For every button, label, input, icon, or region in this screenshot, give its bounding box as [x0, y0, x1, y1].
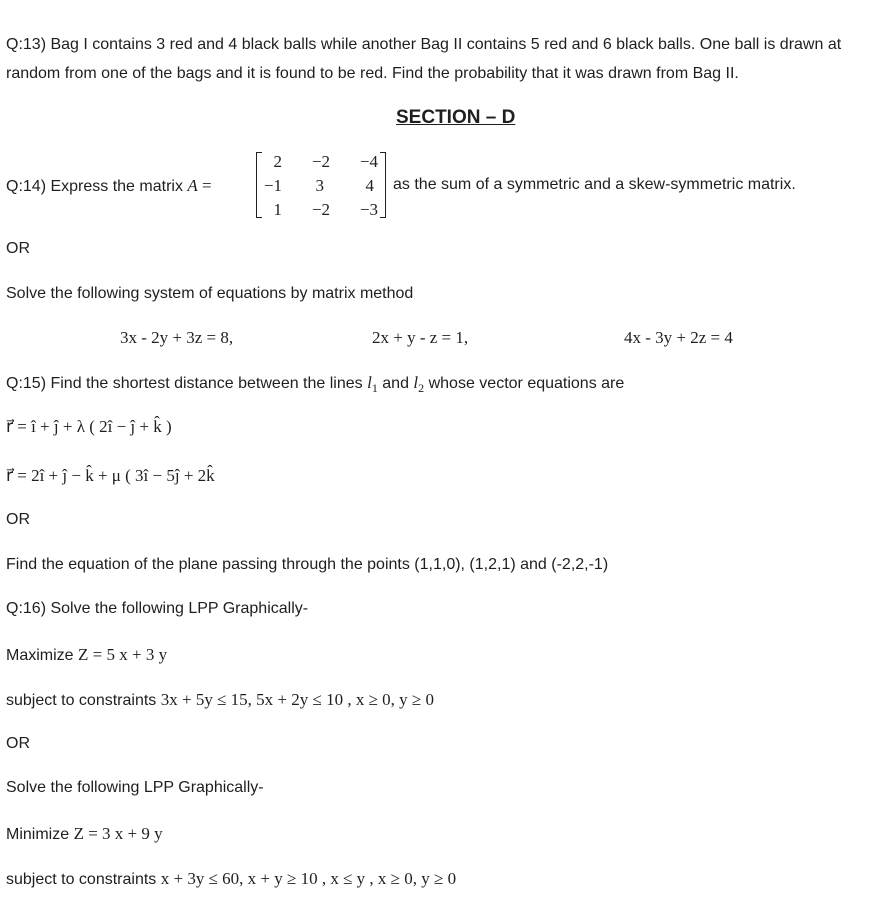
matrix-cell: −3 — [359, 200, 378, 219]
objective-expression: Z = 5 x + 3 y — [78, 645, 168, 664]
question-14-alt-intro: Solve the following system of equations by matrix method — [6, 285, 414, 302]
equation-3: 4x - 3y + 2z = 4 — [624, 328, 733, 347]
question-16-alt-intro: Solve the following LPP Graphically- — [6, 779, 264, 796]
question-16-alt-constraints — [6, 869, 456, 889]
matrix-cell: −1 — [263, 176, 282, 195]
question-16-objective — [6, 645, 167, 665]
objective-label: Minimize — [6, 826, 74, 843]
matrix-a — [256, 150, 386, 218]
objective-expression: Z = 3 x + 9 y — [73, 824, 163, 843]
matrix-right-bracket — [380, 152, 386, 218]
matrix-cell: 2 — [273, 152, 282, 171]
question-13-text: Q:13) Bag I contains 3 red and 4 black balls while another Bag II contains 5 red and 6 black balls. One ball is drawn at random from one of the bags and it is found to be red. Find the probability that it was drawn from Bag II. — [6, 36, 842, 82]
equals-sign: = — [197, 176, 212, 195]
question-14 — [6, 176, 212, 196]
question-16-constraints — [6, 690, 434, 710]
vector-equation-2: r⃗ = 2î + ĵ − k̂ + μ ( 3î − 5ĵ + 2k̂ — [6, 466, 215, 485]
constraints-expression: x + 3y ≤ 60, x + y ≥ 10 , x ≤ y , x ≥ 0, y ≥ 0 — [160, 869, 457, 888]
question-16-intro: Q:16) Solve the following LPP Graphically- — [6, 600, 309, 617]
question-15-intro: Q:15) Find the shortest distance between the lines — [6, 375, 368, 392]
matrix-cell: 1 — [273, 200, 282, 219]
question-14-prefix: Q:14) Express the matrix — [6, 178, 188, 195]
matrix-cell: −2 — [311, 152, 330, 171]
line-l2-subscript: 2 — [418, 381, 425, 396]
constraints-label: subject to constraints — [6, 692, 161, 709]
question-15-alt: Find the equation of the plane passing through the points (1,1,0), (1,2,1) and (-2,2,-1) — [6, 556, 609, 573]
matrix-cell: 3 — [315, 176, 324, 195]
or-separator: OR — [6, 511, 30, 528]
line-l2: l — [413, 373, 419, 392]
and-text: and — [377, 375, 414, 392]
question-15-outro: whose vector equations are — [424, 375, 625, 392]
constraints-expression: 3x + 5y ≤ 15, 5x + 2y ≤ 10 , x ≥ 0, y ≥ 0 — [160, 690, 434, 709]
matrix-cell: 4 — [365, 176, 374, 195]
line-l1-subscript: 1 — [371, 381, 378, 396]
question-16-alt-objective — [6, 824, 163, 844]
matrix-cell: −4 — [359, 152, 378, 171]
objective-label: Maximize — [6, 647, 79, 664]
question-14-suffix: as the sum of a symmetric and a skew-symmetric matrix. — [393, 176, 796, 193]
constraints-label: subject to constraints — [6, 871, 161, 888]
matrix-variable: A — [187, 176, 198, 195]
or-separator: OR — [6, 240, 30, 257]
matrix-cell: −2 — [311, 200, 330, 219]
question-13 — [6, 30, 878, 88]
line-l1: l — [367, 373, 372, 392]
equation-1: 3x - 2y + 3z = 8, — [120, 328, 234, 347]
section-title: SECTION – D — [396, 107, 516, 128]
equation-2: 2x + y - z = 1, — [372, 328, 469, 347]
question-15 — [6, 373, 624, 396]
or-separator: OR — [6, 735, 30, 752]
vector-equation-1: r⃗ = î + ĵ + λ ( 2î − ĵ + k̂ ) — [6, 417, 172, 436]
